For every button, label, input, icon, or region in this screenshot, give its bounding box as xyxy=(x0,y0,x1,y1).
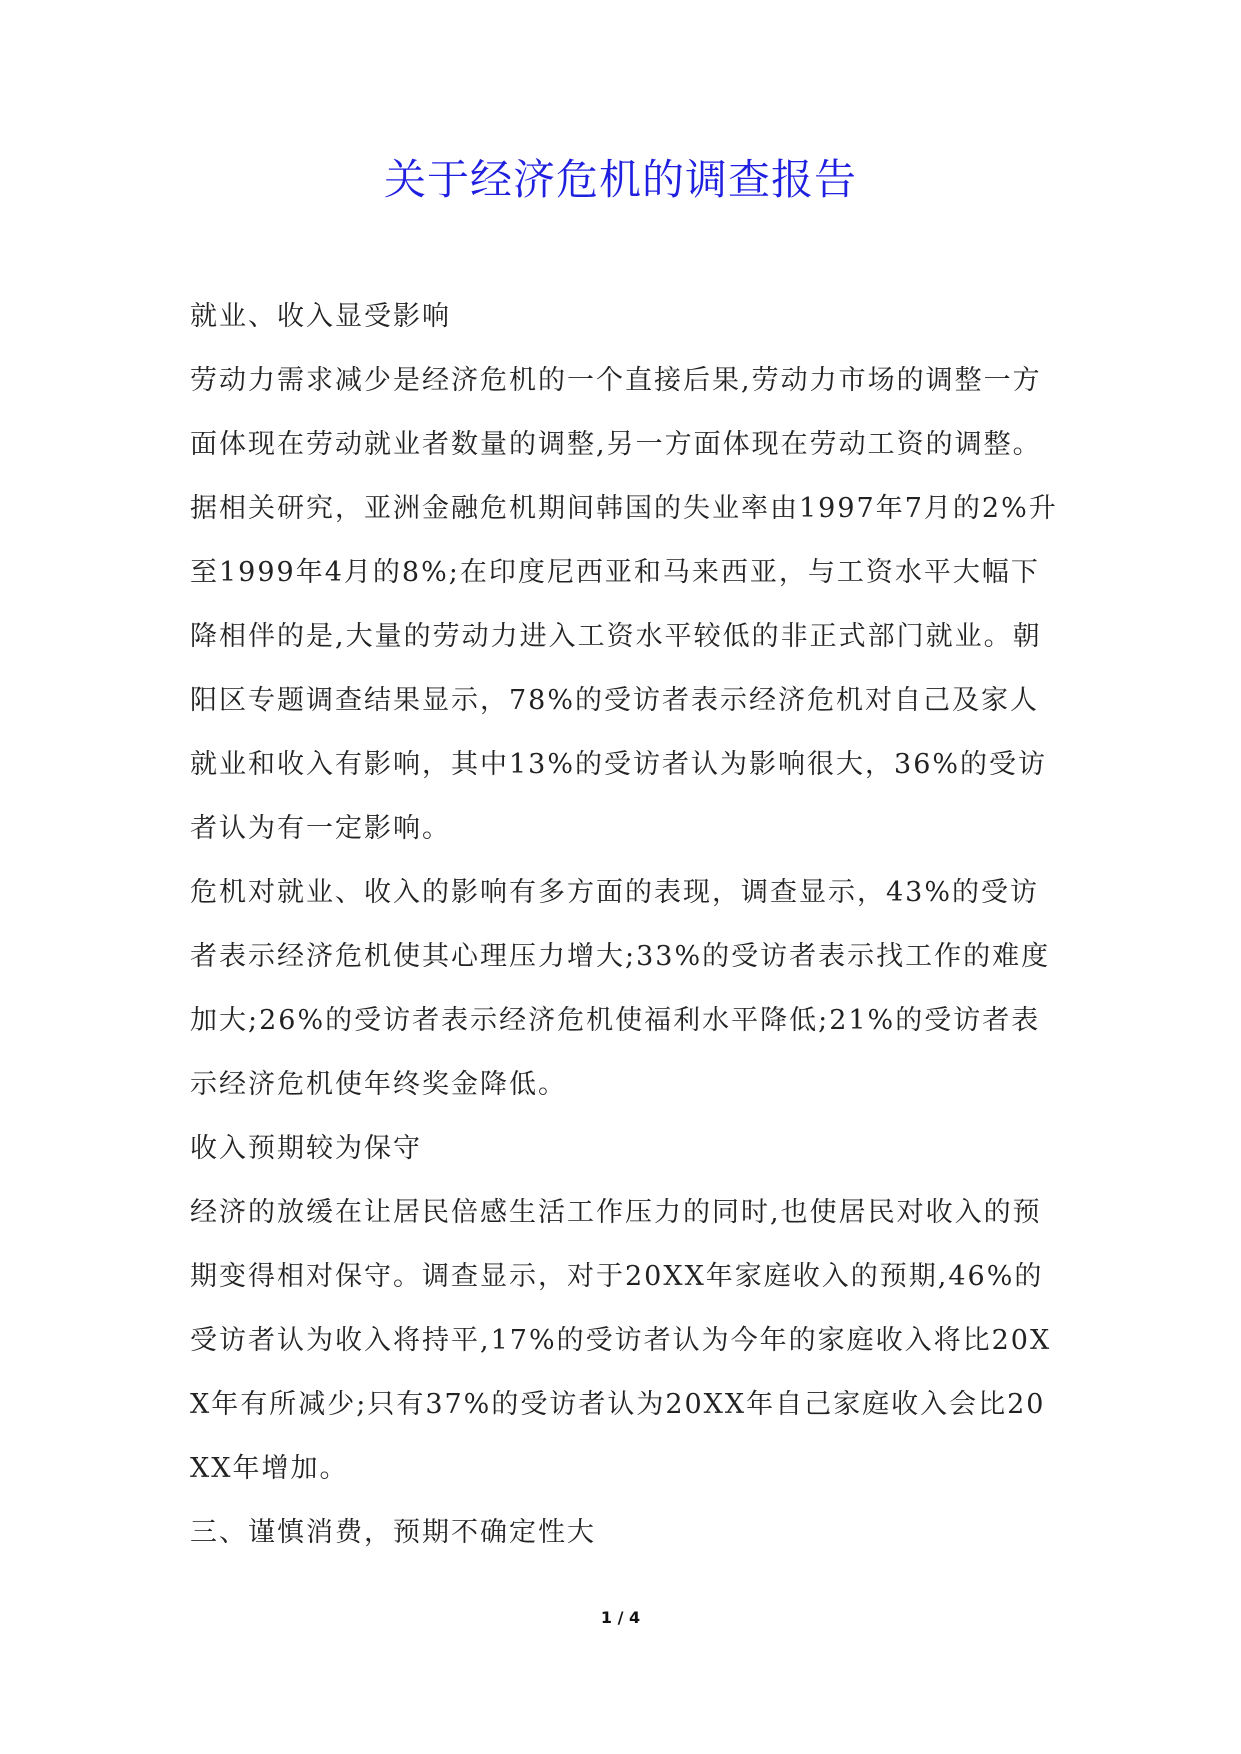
section-heading-cautious-consumption: 三、谨慎消费，预期不确定性大 xyxy=(190,1517,596,1548)
paragraph-labor-demand: 劳动力需求减少是经济危机的一个直接后果,劳动力市场的调整一方面体现在劳动就业者数量的调整,另一方面体现在劳动工资的调整。据相关研究，亚洲金融危机期间韩国的失业率由1997年7月的2%升至1999年4月的8%;在印度尼西亚和马来西亚，与工资水平大幅下降相伴的是,大量的劳动力进入工资水平较低的非正式部门就业。朝阳区专题调查结果显示，78%的受访者表示经济危机对自己及家人就业和收入有影响，其中13%的受访者认为影响很大，36%的受访者认为有一定影响。 xyxy=(190,365,1058,844)
paragraph-crisis-impact: 危机对就业、收入的影响有多方面的表现，调查显示，43%的受访者表示经济危机使其心理压力增大;33%的受访者表示找工作的难度加大;26%的受访者表示经济危机使福利水平降低;21%的受访者表示经济危机使年终奖金降低。 xyxy=(190,877,1051,1100)
page-number: 1 / 4 xyxy=(600,1608,641,1627)
section-heading-employment-income: 就业、收入显受影响 xyxy=(190,301,451,332)
paragraph-income-expectation: 经济的放缓在让居民倍感生活工作压力的同时,也使居民对收入的预期变得相对保守。调查显示，对于20XX年家庭收入的预期,46%的受访者认为收入将持平,17%的受访者认为今年的家庭收入将比20XX年有所减少;只有37%的受访者认为20XX年自己家庭收入会比20XX年增加。 xyxy=(190,1197,1052,1484)
document-body xyxy=(190,285,1060,1565)
document-title: 关于经济危机的调查报告 xyxy=(383,155,857,204)
section-heading-income-expectation: 收入预期较为保守 xyxy=(190,1133,422,1164)
